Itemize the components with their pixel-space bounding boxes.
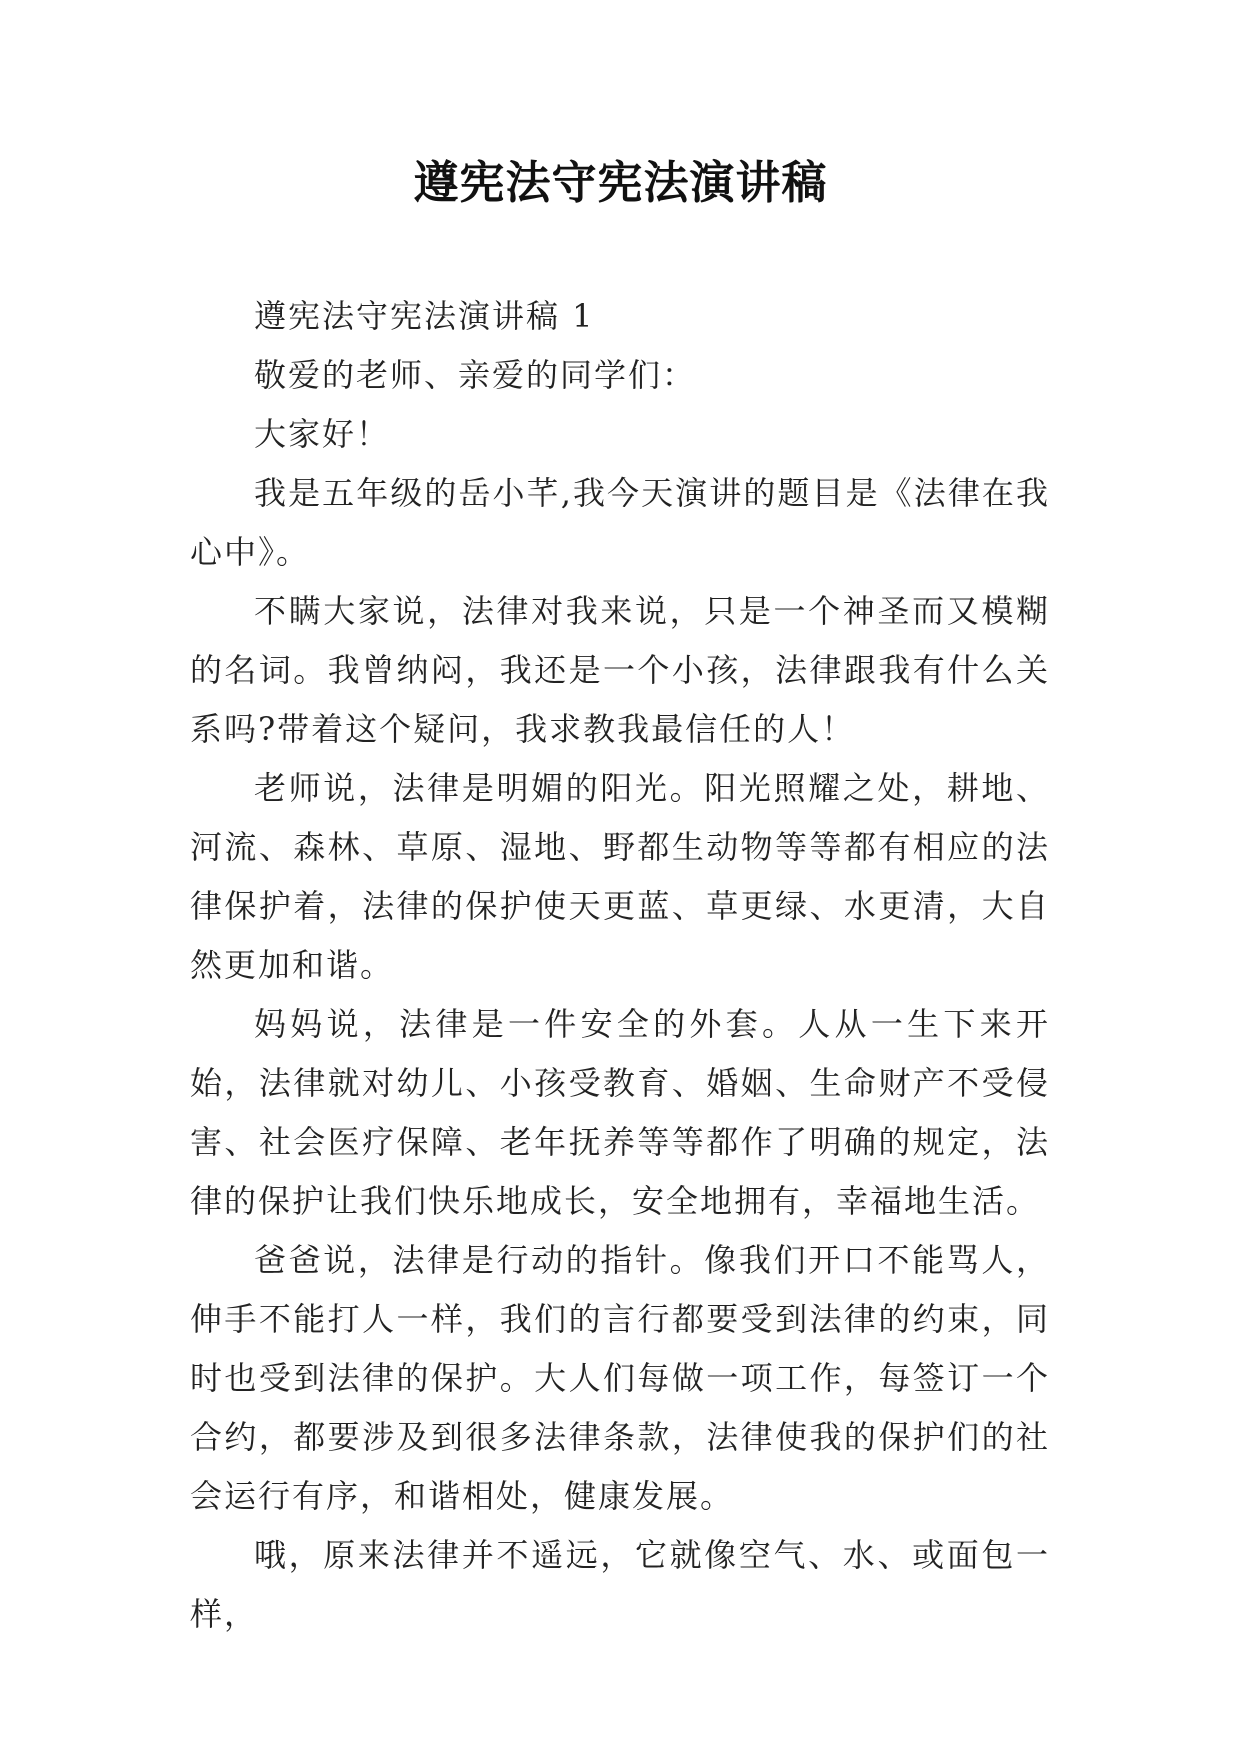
paragraph: 哦，原来法律并不遥远，它就像空气、水、或面包一样，	[190, 1536, 1050, 1633]
document-body	[190, 287, 1050, 1644]
paragraph-salutation: 敬爱的老师、亲爱的同学们：	[254, 356, 697, 394]
document-title: 遵宪法守宪法演讲稿	[413, 156, 828, 209]
paragraph: 爸爸说，法律是行动的指针。像我们开口不能骂人，伸手不能打人一样，我们的言行都要受到法律的约束，同时也受到法律的保护。大人们每做一项工作，每签订一个合约，都要涉及到很多法律条款，法律使我的保护们的社会运行有序，和谐相处，健康发展。	[190, 1241, 1050, 1515]
paragraph-greeting: 大家好！	[254, 415, 391, 453]
paragraph: 我是五年级的岳小芊,我今天演讲的题目是《法律在我心中》。	[190, 474, 1050, 571]
paragraph-heading: 遵宪法守宪法演讲稿 1	[254, 297, 595, 335]
paragraph: 老师说，法律是明媚的阳光。阳光照耀之处，耕地、河流、森林、草原、湿地、野都生动物等等都有相应的法律保护着，法律的保护使天更蓝、草更绿、水更清，大自然更加和谐。	[190, 769, 1050, 984]
paragraph: 不瞒大家说，法律对我来说，只是一个神圣而又模糊的名词。我曾纳闷，我还是一个小孩，法律跟我有什么关系吗?带着这个疑问，我求教我最信任的人！	[190, 592, 1050, 748]
paragraph: 妈妈说，法律是一件安全的外套。人从一生下来开始，法律就对幼儿、小孩受教育、婚姻、生命财产不受侵害、社会医疗保障、老年抚养等等都作了明确的规定，法律的保护让我们快乐地成长，安全地拥有，幸福地生活。	[190, 1005, 1050, 1220]
